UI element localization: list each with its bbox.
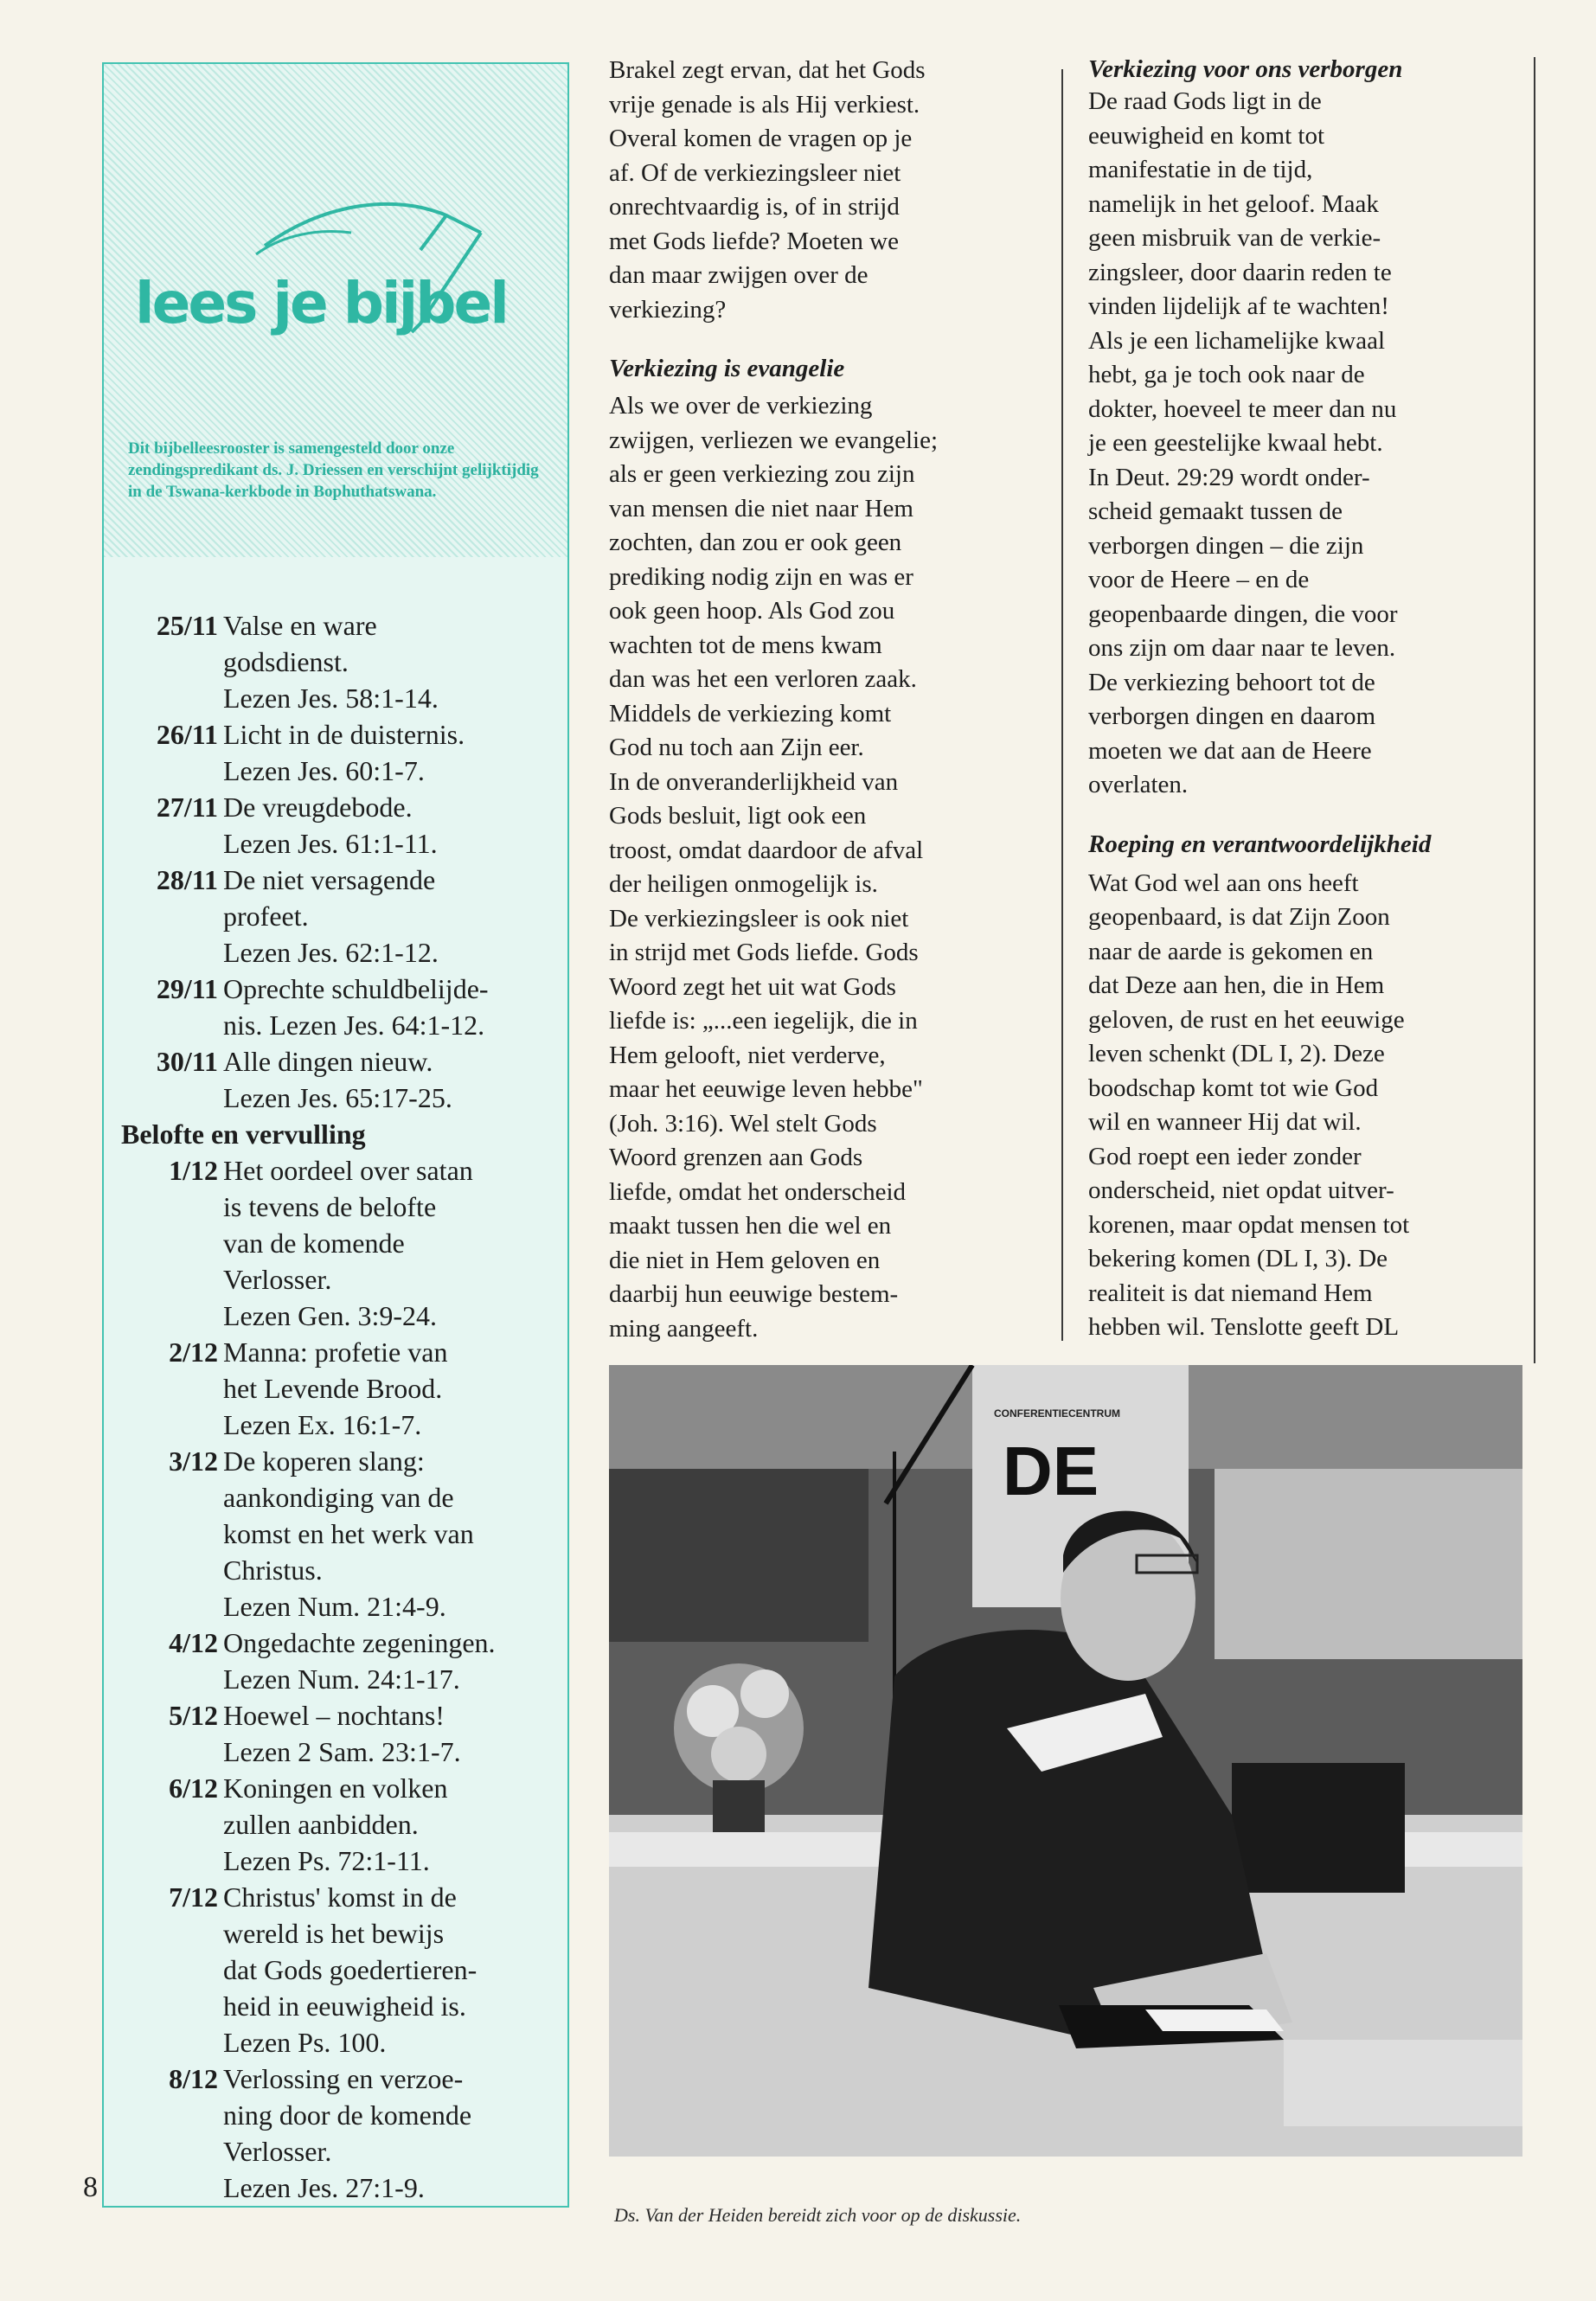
photo [609,1365,1522,2157]
text-line: Als we over de verkiezing [609,392,873,420]
schedule-text: heid in eeuwigheid is. [223,1990,466,2022]
column-divider [1061,69,1063,1341]
text-line: prediking nodig zijn en was er [609,562,913,591]
text-line: naar de aarde is gekomen en [1088,937,1374,965]
text-line: onrechtvaardig is, of in strijd [609,193,900,221]
text-line: dokter, hoeveel te meer dan nu [1088,394,1397,423]
text-line: dan was het een verloren zaak. [609,665,917,693]
schedule-text: Verlossing en verzoe- [223,2063,464,2094]
text-line: hebben wil. Tenslotte geeft DL [1088,1313,1400,1341]
schedule-text: Lezen Jes. 61:1-11. [223,828,438,859]
text-line: overlaten. [1088,771,1189,798]
text-line: hebt, ga je toch ook naar de [1088,361,1365,388]
schedule-entry [121,1152,558,1189]
text-line: ook geen hoop. Als God zou [609,597,895,625]
text-line: manifestatie in de tijd, [1088,156,1313,183]
text-line: scheid gemaakt tussen de [1088,497,1343,525]
text-line: Wat God wel aan ons heeft [1088,868,1359,897]
schedule-date: 5/12 [169,1700,218,1731]
schedule-text: De koperen slang: [223,1445,425,1477]
text-line: ons zijn om daar naar te leven. [1088,634,1396,662]
schedule-text: Lezen Ex. 16:1-7. [223,1409,422,1440]
text-line: zochten, dan zou er ook geen [609,529,902,556]
schedule-text: Lezen Jes. 60:1-7. [223,755,425,786]
photo-caption: Ds. Van der Heiden bereidt zich voor op de diskussie. [614,2204,1022,2226]
text-line: De verkiezingsleer is ook niet [609,904,909,933]
schedule-entry [121,971,558,1007]
text-line: wil en wanneer Hij dat wil. [1088,1108,1362,1136]
schedule-entry [121,1443,558,1479]
schedule-text: Lezen Ps. 72:1-11. [223,1845,430,1876]
text-line: In Deut. 29:29 wordt onder- [1088,463,1370,491]
schedule-date: 8/12 [169,2063,218,2094]
text-line: dat Deze aan hen, die in Hem [1088,971,1385,999]
text-line: met Gods liefde? Moeten we [609,227,900,255]
schedule-entry [121,1697,558,1734]
schedule-date: 4/12 [169,1627,218,1658]
schedule-text: Christus. [223,1554,323,1586]
text-line: namelijk in het geloof. Maak [1088,189,1379,218]
schedule-text: Licht in de duisternis. [223,719,465,750]
schedule-text: Lezen Jes. 62:1-12. [223,937,439,968]
text-line: boodschap komt tot wie God [1088,1074,1379,1102]
schedule-text: Lezen Ps. 100. [223,2027,387,2058]
schedule-text: De niet versagende [223,864,436,895]
text-line: eeuwigheid en komt tot [1088,121,1325,150]
text-line: zwijgen, verliezen we evangelie; [609,426,939,454]
text-line: ming aangeeft. [609,1314,759,1343]
text-line: die niet in Hem geloven en [609,1246,881,1274]
text-line: zingsleer, door daarin reden te [1088,258,1392,286]
schedule-date: 26/11 [156,719,218,750]
schedule-text: zullen aanbidden. [223,1809,419,1840]
text-line: Brakel zegt ervan, dat het Gods [609,56,926,84]
schedule-date: 2/12 [169,1336,218,1368]
schedule-date: 25/11 [156,610,218,641]
text-line: vrije genade is als Hij verkiest. [609,90,920,119]
schedule-date: 27/11 [156,792,218,823]
schedule-text: De vreugdebode. [223,792,413,823]
text-line: Overal komen de vragen op je [609,125,913,152]
text-line: als er geen verkiezing zou zijn [609,460,915,488]
sign-small-text: CONFERENTIECENTRUM [994,1407,1120,1420]
schedule-text: is tevens de belofte [223,1191,437,1222]
text-line: dan maar zwijgen over de [609,261,869,289]
schedule-text: Lezen Gen. 3:9-24. [223,1300,438,1331]
schedule-text: Koningen en volken [223,1772,448,1804]
right-rule [1534,57,1535,1363]
intro-text: Dit bijbelleesrooster is samengesteld door onze zendingspredikant ds. J. Driessen en verschijnt gelijktijdig in de Tswana-kerkbode in Bophuthatswana. [128,439,539,501]
page-number: 8 [83,2171,98,2203]
schedule-section-title: Belofte en vervulling [121,1118,366,1150]
schedule-text: Lezen Jes. 58:1-14. [223,683,439,714]
text-line: geopenbaarde dingen, die voor [1088,599,1398,628]
schedule-date: 6/12 [169,1772,218,1804]
text-line: maar het eeuwige leven hebbe" [609,1075,923,1103]
text-line: troost, omdat daardoor de afval [609,836,924,864]
text-line: van mensen die niet naar Hem [609,494,913,522]
schedule-text: Lezen Num. 24:1-17. [223,1663,460,1695]
schedule-text: ning door de komende [223,2099,472,2131]
schedule-text: Lezen Num. 21:4-9. [223,1591,446,1622]
article-column-2 [1088,54,1521,1345]
schedule-text: Valse en ware [223,610,377,641]
text-line: wachten tot de mens kwam [609,631,882,659]
text-line: je een geestelijke kwaal hebt. [1088,429,1383,457]
schedule-text: aankondiging van de [223,1482,454,1513]
text-line: God roept een ieder zonder [1088,1142,1362,1170]
schedule-text: Lezen Jes. 27:1-9. [223,2172,425,2203]
schedule-text: wereld is het bewijs [223,1918,445,1949]
text-line: verborgen dingen – die zijn [1088,531,1364,560]
text-line: (Joh. 3:16). Wel stelt Gods [609,1109,877,1138]
section-heading: Verkiezing voor ons verborgen [1088,55,1403,83]
text-line: in strijd met Gods liefde. Gods [609,939,919,966]
schedule-date: 3/12 [169,1445,218,1477]
text-line: geen misbruik van de verkie- [1088,224,1381,252]
schedule-entry [121,1625,558,1661]
schedule-text: Hoewel – nochtans! [223,1700,445,1731]
text-line: maakt tussen hen die wel en [609,1212,892,1240]
text-line: God nu toch aan Zijn eer. [609,734,864,761]
schedule-text: profeet. [223,901,309,932]
schedule-date: 28/11 [156,864,218,895]
schedule-text: dat Gods goedertieren- [223,1954,478,1985]
schedule-text: Het oordeel over satan [223,1155,473,1186]
reading-schedule-box [102,62,569,2208]
schedule-text: Alle dingen nieuw. [223,1046,433,1077]
schedule-date: 7/12 [169,1881,218,1913]
schedule-date: 30/11 [156,1046,218,1077]
section-heading: Verkiezing is evangelie [609,355,845,382]
text-line: verborgen dingen en daarom [1088,702,1376,730]
schedule-text: Lezen Jes. 65:17-25. [223,1082,452,1113]
schedule-date: 1/12 [169,1155,218,1186]
schedule-text: Oprechte schuldbelijde- [223,973,489,1004]
text-line: verkiezing? [609,295,727,324]
logo-title: lees je bijbel [135,270,507,336]
text-line: geopenbaard, is dat Zijn Zoon [1088,903,1390,931]
schedule-text: Christus' komst in de [223,1881,457,1913]
schedule-text: Manna: profetie van [223,1336,448,1368]
schedule-text: komst en het werk van [223,1518,474,1549]
schedule-date: 29/11 [156,973,218,1004]
schedule-entry [121,2061,558,2097]
photo-illustration [609,1365,1522,2157]
text-line: Middels de verkiezing komt [609,699,892,727]
text-line: leven schenkt (DL I, 2). Deze [1088,1040,1385,1067]
schedule-text: Ongedachte zegeningen. [223,1627,496,1658]
schedule-entry [121,1879,558,1915]
schedule-text: Verlosser. [223,1264,332,1295]
text-line: realiteit is dat niemand Hem [1088,1279,1373,1307]
text-line: Gods besluit, ligt ook een [609,802,867,830]
text-line: onderscheid, niet opdat uitver- [1088,1176,1394,1204]
schedule-text: Lezen 2 Sam. 23:1-7. [223,1736,461,1767]
text-line: liefde is: „...een iegelijk, die in [609,1007,918,1035]
schedule-entry [121,789,558,825]
schedule-text: nis. Lezen Jes. 64:1-12. [223,1009,485,1041]
text-line: Hem gelooft, niet verderve, [609,1041,886,1069]
text-line: daarbij hun eeuwige bestem- [609,1280,899,1308]
text-line: korenen, maar opdat mensen tot [1088,1210,1410,1239]
schedule-entry [121,862,558,898]
text-line: Woord grenzen aan Gods [609,1144,863,1171]
schedule-text: godsdienst. [223,646,349,677]
text-line: voor de Heere – en de [1088,566,1310,593]
text-line: liefde, omdat het onderscheid [609,1177,907,1206]
text-line: De raad Gods ligt in de [1088,87,1322,115]
schedule-text: van de komende [223,1227,405,1259]
schedule-text: het Levende Brood. [223,1373,443,1404]
schedule-text: Verlosser. [223,2136,332,2167]
schedule-entry [121,1043,558,1080]
text-line: geloven, de rust en het eeuwige [1088,1005,1405,1034]
schedule-entry [121,716,558,753]
schedule-entry [121,1770,558,1806]
text-line: vinden lijdelijk af te wachten! [1088,292,1389,320]
text-line: moeten we dat aan de Heere [1088,736,1372,765]
logo [135,194,542,367]
sign-big-text: DE [1003,1433,1099,1509]
section-heading: Roeping en verantwoordelijkheid [1088,830,1432,858]
schedule-entry [121,1334,558,1370]
text-line: Als je een lichamelijke kwaal [1088,326,1386,355]
article-column-1 [609,54,1047,1346]
text-line: der heiligen onmogelijk is. [609,870,878,898]
text-line: af. Of de verkiezingsleer niet [609,158,901,187]
text-line: Woord zegt het uit wat Gods [609,972,896,1001]
schedule-entry [121,607,558,644]
text-line: De verkiezing behoort tot de [1088,668,1375,696]
reading-schedule [121,607,558,2206]
text-line: bekering komen (DL I, 3). De [1088,1245,1388,1272]
text-line: In de onveranderlijkheid van [609,767,899,796]
